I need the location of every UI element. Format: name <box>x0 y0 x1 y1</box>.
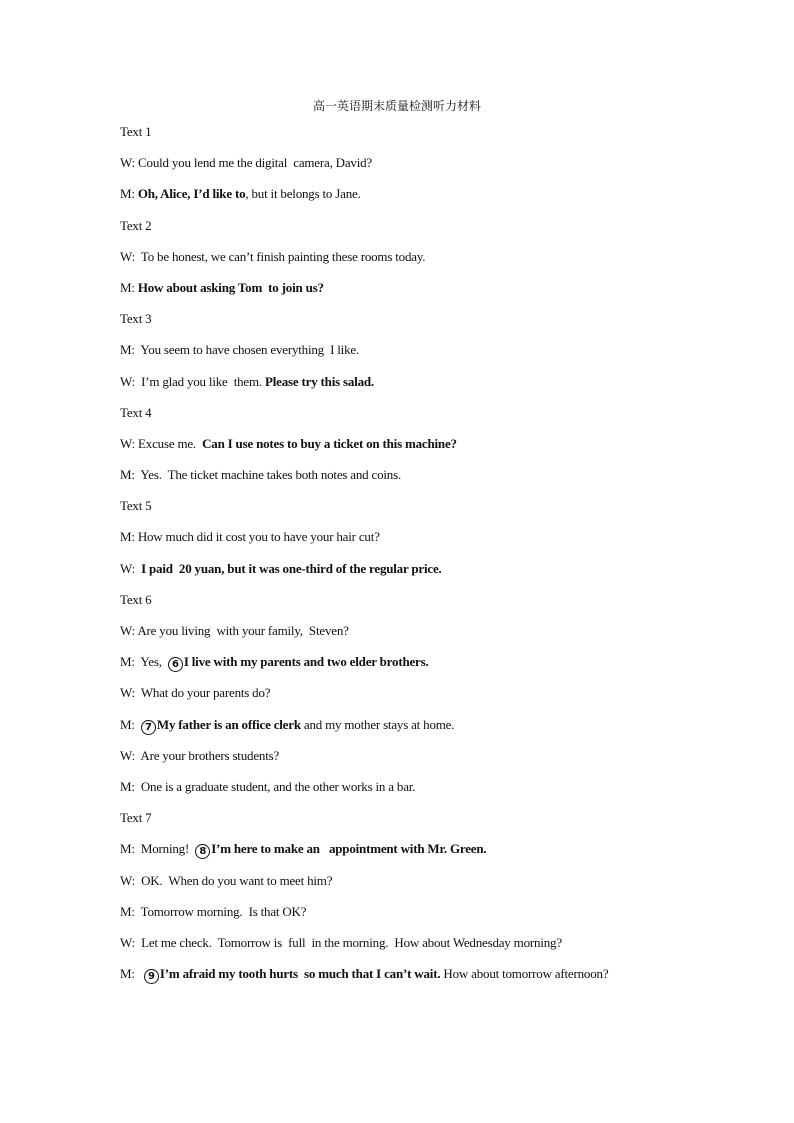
transcript-line <box>120 967 740 998</box>
circled-number-icon: 8 <box>195 844 210 859</box>
transcript-line <box>120 343 740 374</box>
line-text: M: One is a graduate student, and the other works in a bar. <box>120 778 416 794</box>
transcript-body <box>120 125 740 998</box>
transcript-line <box>120 936 740 967</box>
line-text: W: Are your brothers students? <box>120 747 280 763</box>
transcript-line <box>120 219 740 250</box>
line-text: W: Let me check. Tomorrow is full in the morning. How about Wednesday morning? <box>120 934 562 950</box>
transcript-line <box>120 281 740 312</box>
line-text: M: Yes. The ticket machine takes both notes and coins. <box>120 467 402 483</box>
line-text: Text 5 <box>120 498 152 514</box>
transcript-line <box>120 686 740 717</box>
key-phrase: My father is an office clerk <box>156 716 301 732</box>
transcript-line <box>120 718 740 749</box>
line-text: Text 4 <box>120 404 152 420</box>
line-text: W: I’m glad you like them. <box>120 373 265 389</box>
line-text: M: Yes, <box>120 654 168 670</box>
line-text: Text 3 <box>120 311 152 327</box>
line-text: W: What do your parents do? <box>120 685 271 701</box>
line-text: Text 2 <box>120 217 152 233</box>
transcript-line <box>120 250 740 281</box>
line-text: W: OK. When do you want to meet him? <box>120 872 333 888</box>
line-text: Text 7 <box>120 810 152 826</box>
line-text: M: <box>120 716 141 732</box>
line-text: M: <box>120 186 138 202</box>
line-text: W: To be honest, we can’t finish painting these rooms today. <box>120 248 426 264</box>
line-text: Text 1 <box>120 124 152 139</box>
circled-number-icon: 7 <box>141 720 156 735</box>
transcript-line <box>120 406 740 437</box>
transcript-line <box>120 811 740 842</box>
transcript-line <box>120 375 740 406</box>
line-text: M: <box>120 279 138 295</box>
line-text: M: Tomorrow morning. Is that OK? <box>120 903 307 919</box>
transcript-line <box>120 437 740 468</box>
transcript-line <box>120 655 740 686</box>
transcript-line <box>120 593 740 624</box>
key-phrase: I live with my parents and two elder brothers. <box>183 654 429 670</box>
transcript-line <box>120 156 740 187</box>
transcript-line <box>120 499 740 530</box>
line-text: M: <box>120 966 144 982</box>
transcript-line <box>120 187 740 218</box>
line-text: Text 6 <box>120 591 152 607</box>
circled-number-icon: 6 <box>168 657 183 672</box>
key-phrase: How about asking Tom to join us? <box>137 279 324 295</box>
line-text: W: Excuse me. <box>120 435 203 451</box>
transcript-line <box>120 312 740 343</box>
transcript-line <box>120 749 740 780</box>
transcript-line <box>120 780 740 811</box>
transcript-line <box>120 842 740 873</box>
line-text: M: How much did it cost you to have your hair cut? <box>120 529 380 545</box>
document-title: 高一英语期末质量检测听力材料 <box>312 99 481 113</box>
transcript-line <box>120 530 740 561</box>
line-text: W: Are you living with your family, Steven? <box>120 623 349 638</box>
transcript-line <box>120 125 740 156</box>
transcript-line <box>120 905 740 936</box>
line-text: M: Morning! <box>120 841 196 857</box>
transcript-line <box>120 624 740 655</box>
line-text: M: You seem to have chosen everything I like. <box>120 342 360 358</box>
key-phrase: I paid 20 yuan, but it was one-third of the regular price. <box>141 560 442 576</box>
key-phrase: Can I use notes to buy a ticket on this machine? <box>202 435 457 451</box>
line-text: and my mother stays at home. <box>300 716 455 732</box>
key-phrase: Oh, Alice, I’d like to <box>137 186 246 202</box>
line-text: , but it belongs to Jane. <box>245 186 361 202</box>
key-phrase: I’m afraid my tooth hurts so much that I can’t wait. <box>159 966 441 982</box>
transcript-line <box>120 562 740 593</box>
line-text: W: <box>120 560 142 576</box>
key-phrase: I’m here to make an appointment with Mr. Green. <box>211 841 487 857</box>
transcript-line <box>120 874 740 905</box>
transcript-line <box>120 468 740 499</box>
line-text: W: Could you lend me the digital camera, David? <box>120 155 373 171</box>
key-phrase: Please try this salad. <box>265 373 374 389</box>
circled-number-icon: 9 <box>144 969 159 984</box>
line-text: How about tomorrow afternoon? <box>440 966 609 982</box>
